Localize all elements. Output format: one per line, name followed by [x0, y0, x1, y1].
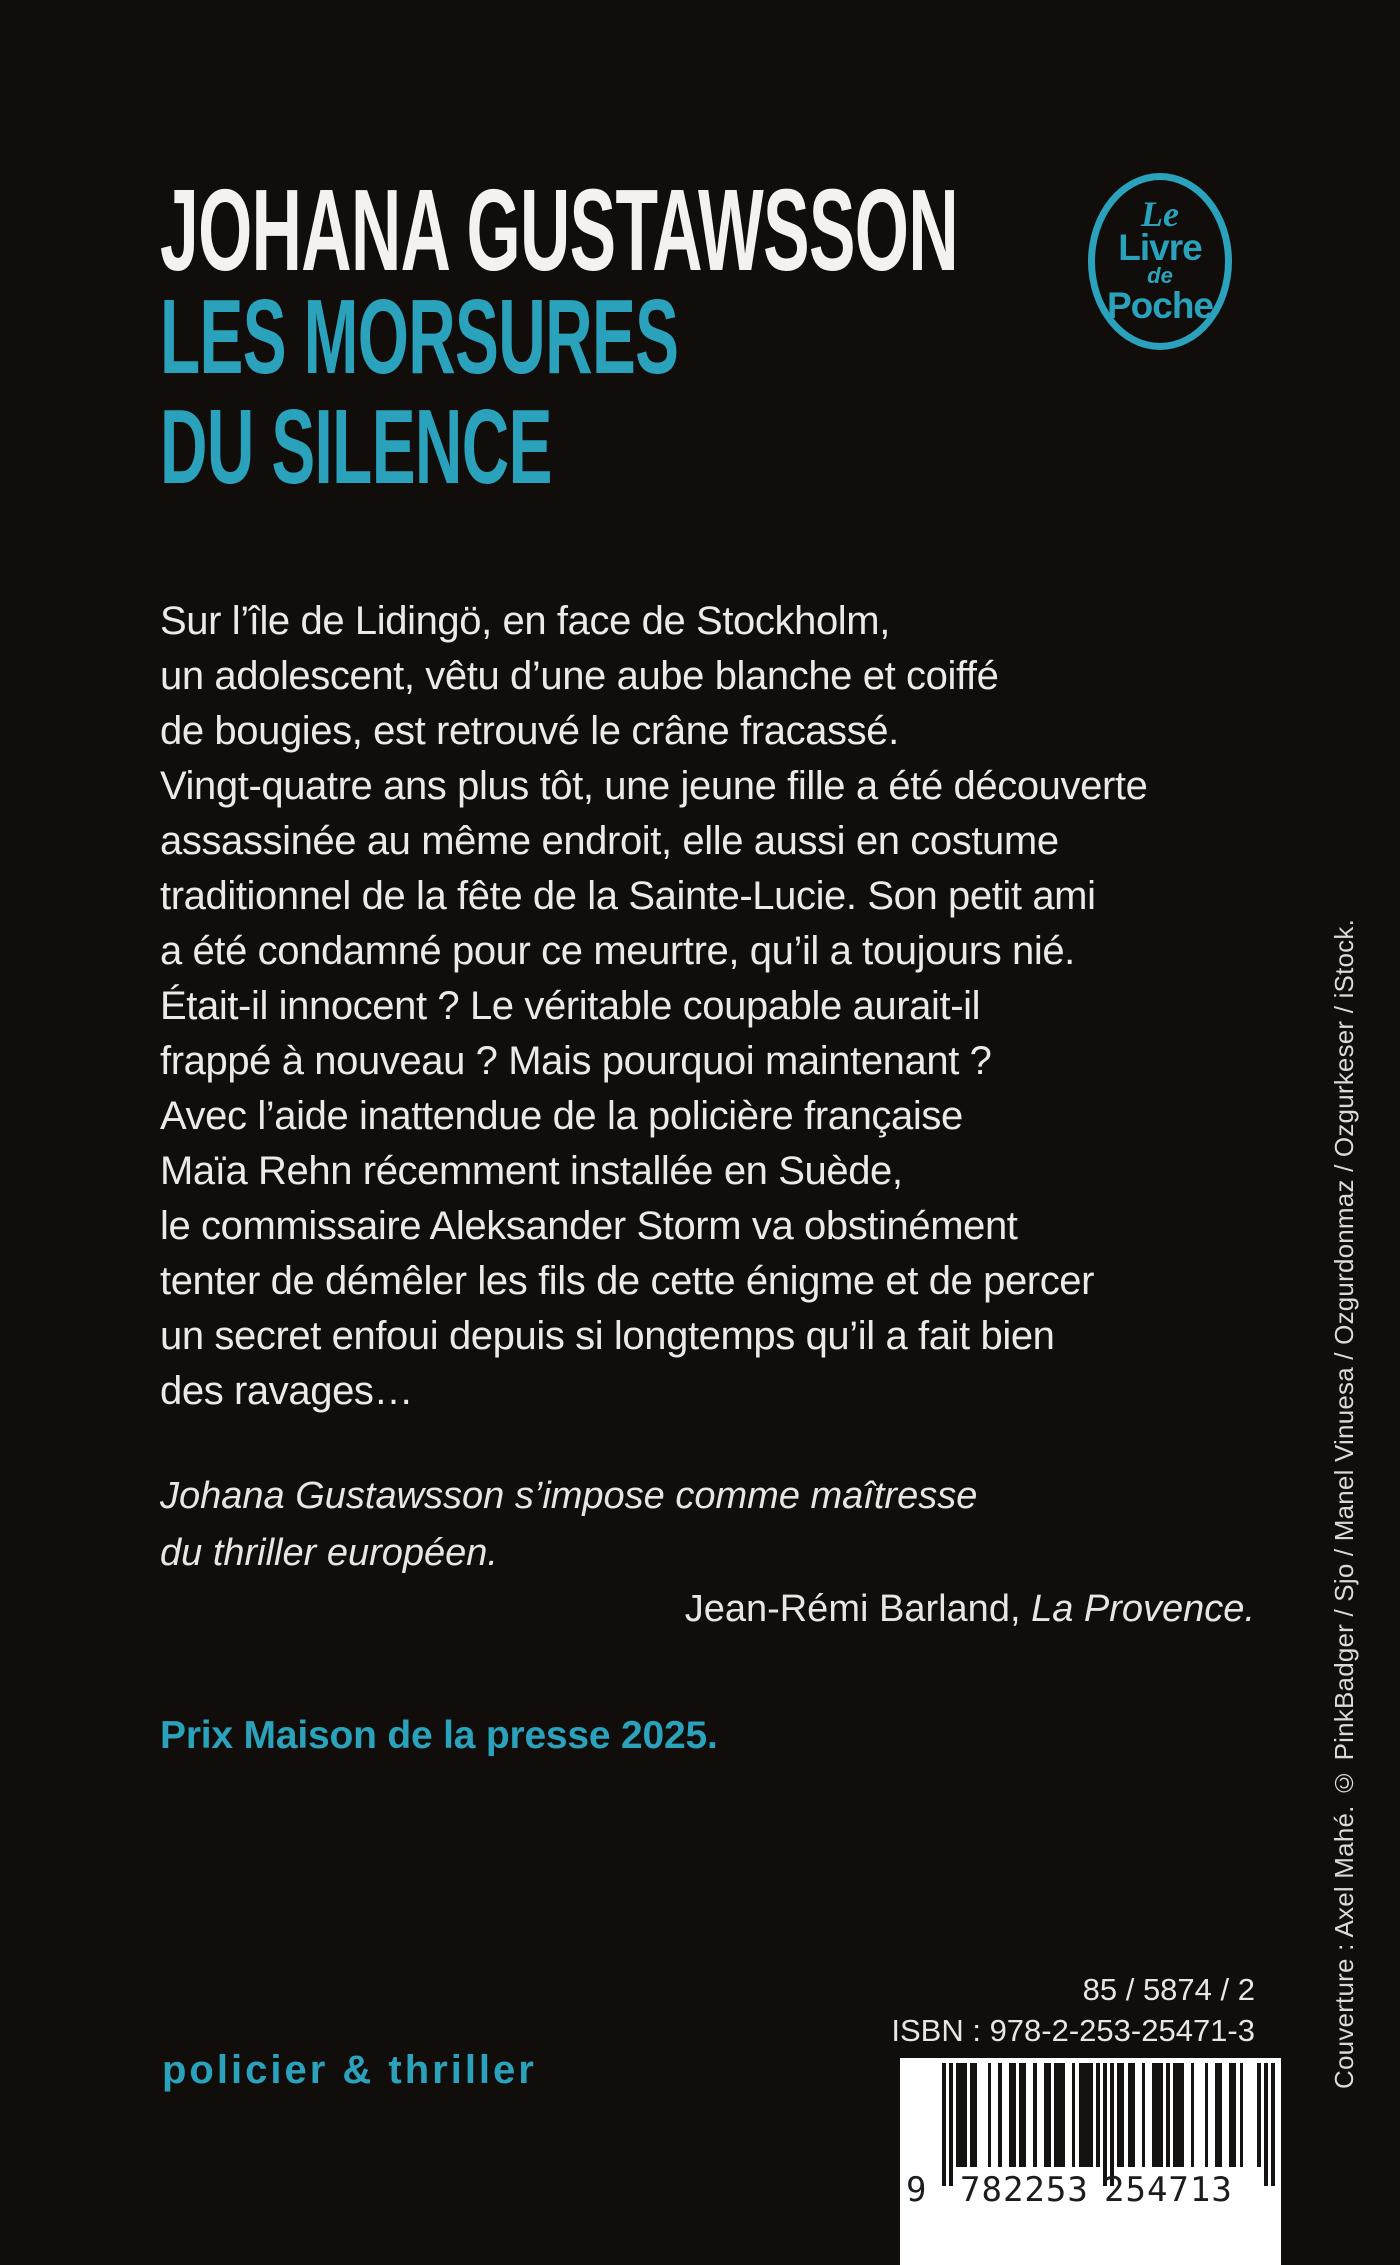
- synopsis-line: a été condamné pour ce meurtre, qu’il a toujours nié.: [160, 929, 1075, 973]
- barcode-digit-group1: 782253: [960, 2170, 1089, 2210]
- barcode-bar: [1131, 2063, 1135, 2167]
- review-attribution-name: Jean-Rémi Barland,: [684, 1588, 1032, 1630]
- barcode-bar: [974, 2063, 978, 2167]
- barcode-bar: [1191, 2063, 1195, 2167]
- synopsis-line: tenter de démêler les fils de cette énigme et de percer: [160, 1259, 1095, 1303]
- barcode-bar: [1103, 2063, 1107, 2186]
- synopsis-line: Était-il innocent ? Le véritable coupable aurait-il: [160, 984, 981, 1028]
- publisher-logo-poche: Poche: [1106, 285, 1214, 327]
- synopsis-line: des ravages…: [160, 1369, 414, 1413]
- author-name: JOHANA GUSTAWSSON: [160, 165, 958, 295]
- barcode-bar: [1142, 2063, 1146, 2167]
- barcode-digit-left: 9: [906, 2170, 928, 2210]
- barcode-bar: [1159, 2063, 1163, 2167]
- synopsis-line: traditionnel de la fête de la Sainte-Lucie. Son petit ami: [160, 874, 1096, 918]
- barcode-bar: [1271, 2063, 1275, 2186]
- review-quote: [160, 1468, 977, 1582]
- barcode-bars: [942, 2063, 1275, 2167]
- review-attribution-source: La Provence.: [1031, 1588, 1255, 1630]
- synopsis-line: Maïa Rehn récemment installée en Suède,: [160, 1149, 903, 1193]
- barcode-digit-group2: 254713: [1104, 2170, 1233, 2210]
- category-label: policier & thriller: [162, 2048, 537, 2092]
- publisher-logo-livre: Livre: [1118, 227, 1202, 269]
- barcode-bar: [1047, 2063, 1051, 2167]
- barcode-bar: [1240, 2063, 1244, 2167]
- book-title-line-1: LES MORSURES: [160, 278, 679, 396]
- synopsis-line: un secret enfoui depuis si longtemps qu’il a fait bien: [160, 1314, 1055, 1358]
- barcode-bar: [1033, 2063, 1037, 2167]
- synopsis-line: Avec l’aide inattendue de la policière française: [160, 1094, 963, 1138]
- cover-credits-vertical: Couverture : Axel Mahé. © PinkBadger / Sjo / Manel Vinuesa / Ozgurdonmaz / Ozgurkeser / iStock.: [1329, 919, 1359, 2089]
- barcode-bar: [1264, 2063, 1268, 2186]
- barcode-bar: [1219, 2063, 1223, 2167]
- barcode-bar: [1121, 2063, 1125, 2167]
- synopsis-line: assassinée au même endroit, elle aussi en costume: [160, 819, 1059, 863]
- barcode-bar: [1072, 2063, 1076, 2167]
- barcode-bar: [988, 2063, 992, 2167]
- isbn-number: ISBN : 978-2-253-25471-3: [891, 2013, 1255, 2048]
- synopsis-text: [160, 594, 1147, 1419]
- barcode-bar: [1180, 2063, 1184, 2167]
- barcode-bar: [1233, 2063, 1237, 2167]
- synopsis-line: un adolescent, vêtu d’une aube blanche et coiffé: [160, 654, 999, 698]
- barcode-bar: [1110, 2063, 1114, 2186]
- barcode-bar: [963, 2063, 967, 2167]
- barcode-bar: [1089, 2063, 1093, 2167]
- barcode-bar: [1205, 2063, 1209, 2167]
- print-code: 85 / 5874 / 2: [1082, 1972, 1255, 2007]
- barcode-bar: [998, 2063, 1002, 2167]
- review-quote-line-1: Johana Gustawsson s’impose comme maîtresse: [160, 1475, 978, 1517]
- synopsis-line: de bougies, est retrouvé le crâne fracassé.: [160, 709, 899, 753]
- barcode-bar: [1012, 2063, 1016, 2167]
- barcode-bar: [942, 2063, 946, 2186]
- barcode-bar: [1061, 2063, 1065, 2167]
- publisher-logo-de: de: [1147, 263, 1173, 289]
- publisher-logo-le: Le: [1141, 193, 1179, 234]
- barcode-bar: [1257, 2063, 1261, 2167]
- review-quote-line-2: du thriller européen.: [160, 1532, 498, 1574]
- review-attribution: [685, 1581, 1255, 1638]
- barcode: [900, 2058, 1281, 2265]
- book-title-line-2: DU SILENCE: [160, 388, 552, 506]
- barcode-bar: [1166, 2063, 1170, 2167]
- synopsis-line: Vingt-quatre ans plus tôt, une jeune fille a été découverte: [160, 764, 1148, 808]
- synopsis-line: le commissaire Aleksander Storm va obstinément: [160, 1204, 1018, 1248]
- synopsis-line: Sur l’île de Lidingö, en face de Stockholm,: [160, 599, 890, 643]
- synopsis-line: frappé à nouveau ? Mais pourquoi maintenant ?: [160, 1039, 992, 1083]
- barcode-bar: [1023, 2063, 1027, 2167]
- barcode-bar: [949, 2063, 953, 2186]
- barcode-bar: [1096, 2063, 1100, 2167]
- award-text: Prix Maison de la presse 2025.: [160, 1714, 718, 1757]
- publisher-logo: [1088, 173, 1232, 350]
